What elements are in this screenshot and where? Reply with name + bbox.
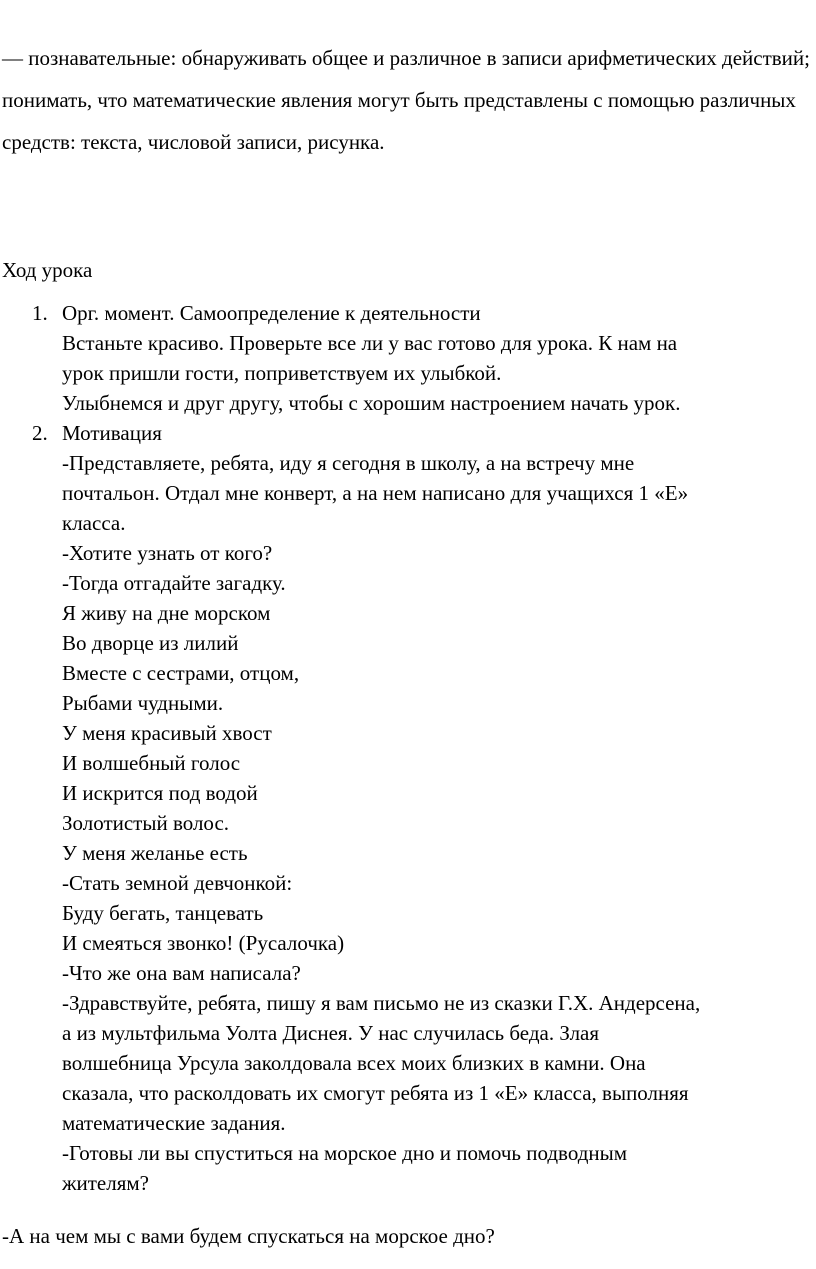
step-text-line: Во дворце из лилий [62, 631, 239, 655]
closing-question: -А на чем мы с вами будем спускаться на морское дно? [2, 1224, 495, 1248]
step-text-line: -Что же она вам написала? [62, 961, 301, 985]
step-text-line: -Хотите узнать от кого? [62, 541, 273, 565]
step-text-line: сказала, что расколдовать их смогут ребята из 1 «Е» класса, выполняя [62, 1081, 689, 1105]
step-text-line: Улыбнемся и друг другу, чтобы с хорошим настроением начать урок. [62, 391, 681, 415]
step-text-line: Рыбами чудными. [62, 691, 224, 715]
lesson-steps-list [0, 298, 816, 1198]
lesson-step [0, 418, 816, 1198]
step-text-line: У меня красивый хвост [62, 721, 272, 745]
lesson-heading: Ход урока [2, 258, 93, 282]
step-text-line: математические задания. [62, 1111, 286, 1135]
step-text-line: -Представляете, ребята, иду я сегодня в школу, а на встречу мне [62, 451, 635, 475]
step-text-line: -Здравствуйте, ребята, пишу я вам письмо не из сказки Г.Х. Андерсена, [62, 991, 701, 1015]
step-text-line: И искрится под водой [62, 781, 258, 805]
step-text-line: Буду бегать, танцевать [62, 901, 264, 925]
step-text-line: Я живу на дне морском [62, 601, 271, 625]
step-text-line: Вместе с сестрами, отцом, [62, 661, 300, 685]
step-text-line: И волшебный голос [62, 751, 241, 775]
intro-text: — познавательные: обнаруживать общее и различное в записи арифметических действий; понимать, что математические явления могут быть представлены с помощью различных средств: текста, числовой записи, рисунка. [2, 46, 810, 154]
step-text-line: жителям? [62, 1171, 149, 1195]
step-text-line: -Тогда отгадайте загадку. [62, 571, 286, 595]
step-text-line: Мотивация [62, 421, 162, 445]
step-text-line: урок пришли гости, поприветствуем их улыбкой. [62, 361, 502, 385]
intro-paragraph [2, 37, 814, 163]
step-number: 1. [32, 301, 48, 325]
step-number: 2. [32, 421, 48, 445]
step-text-line: класса. [62, 511, 126, 535]
step-text-line: Золотистый волос. [62, 811, 230, 835]
step-text-line: -Стать земной девчонкой: [62, 871, 293, 895]
step-text-line: Встаньте красиво. Проверьте все ли у вас готово для урока. К нам на [62, 331, 678, 355]
step-text-line: а из мультфильма Уолта Диснея. У нас случилась беда. Злая [62, 1021, 600, 1045]
lesson-step [0, 298, 816, 418]
step-text-line: почтальон. Отдал мне конверт, а на нем написано для учащихся 1 «Е» [62, 481, 689, 505]
step-text-line: Орг. момент. Самоопределение к деятельности [62, 301, 481, 325]
step-text-line: -Готовы ли вы спуститься на морское дно и помочь подводным [62, 1141, 628, 1165]
step-text-line: У меня желанье есть [62, 841, 248, 865]
step-text-line: волшебница Урсула заколдовала всех моих близких в камни. Она [62, 1051, 646, 1075]
step-text-line: И смеяться звонко! (Русалочка) [62, 931, 345, 955]
